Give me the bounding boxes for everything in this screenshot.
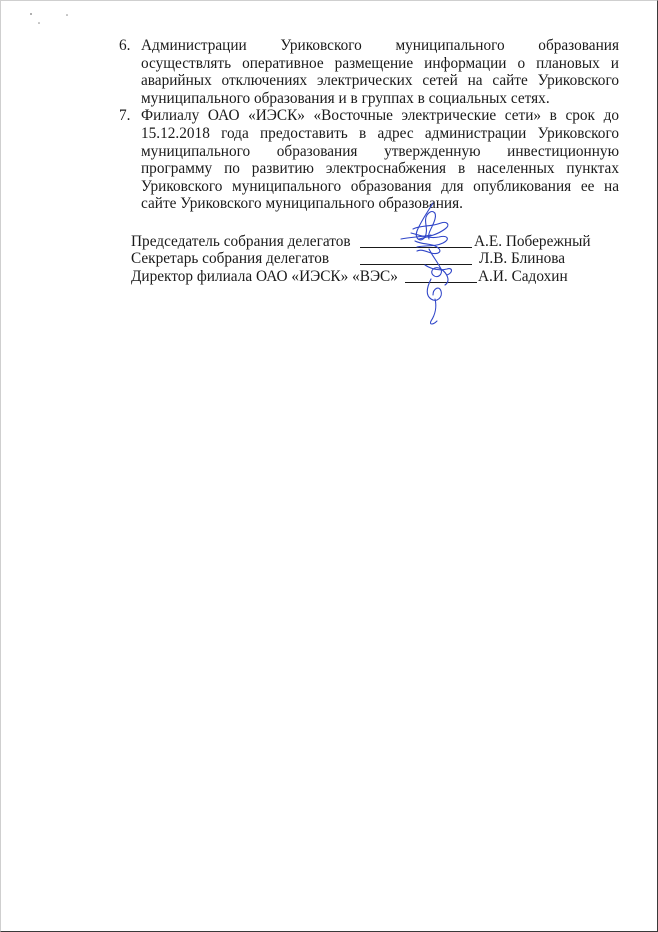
- signatory-name: Л.В. Блинова: [479, 250, 566, 268]
- scan-specks: [1, 1, 81, 31]
- resolution-items: [119, 37, 619, 213]
- signature-line: [131, 233, 611, 250]
- signatory-title: Секретарь собрания делегатов: [131, 250, 330, 268]
- signatory-title: Директор филиала ОАО «ИЭСК» «ВЭС»: [131, 267, 398, 285]
- signatory-name: А.Е. Побережный: [474, 233, 591, 250]
- signature-line: [131, 250, 611, 267]
- item-number: 7.: [119, 107, 131, 125]
- signatory-name: А.И. Садохин: [478, 267, 568, 285]
- item-text: Филиалу ОАО «ИЭСК» «Восточные электрические сети» в срок до 15.12.2018 года предоставить в адрес администрации Уриковского муниципального образования утвержденную инвестиционную программу по развитию электроснабжения в населенных пунктах Уриковского муниципального образования для опубликования ее на сайте Уриковского муниципального образования.: [141, 107, 619, 213]
- item-text: Администрации Уриковского муниципального образования осуществлять оперативное размещение информации о плановых и аварийных отключениях электрических сетей на сайте Уриковского муниципального образования и в группах в социальных сетях.: [141, 37, 619, 107]
- signature-blank: [360, 250, 472, 265]
- signature-line: [131, 268, 611, 285]
- item-number: 6.: [119, 37, 131, 54]
- list-item: [119, 37, 619, 107]
- list-item: [119, 107, 619, 213]
- signatures-block: [131, 233, 611, 285]
- signatory-title: Председатель собрания делегатов: [131, 233, 351, 250]
- signature-blank: [405, 268, 477, 283]
- signature-blank: [360, 233, 472, 248]
